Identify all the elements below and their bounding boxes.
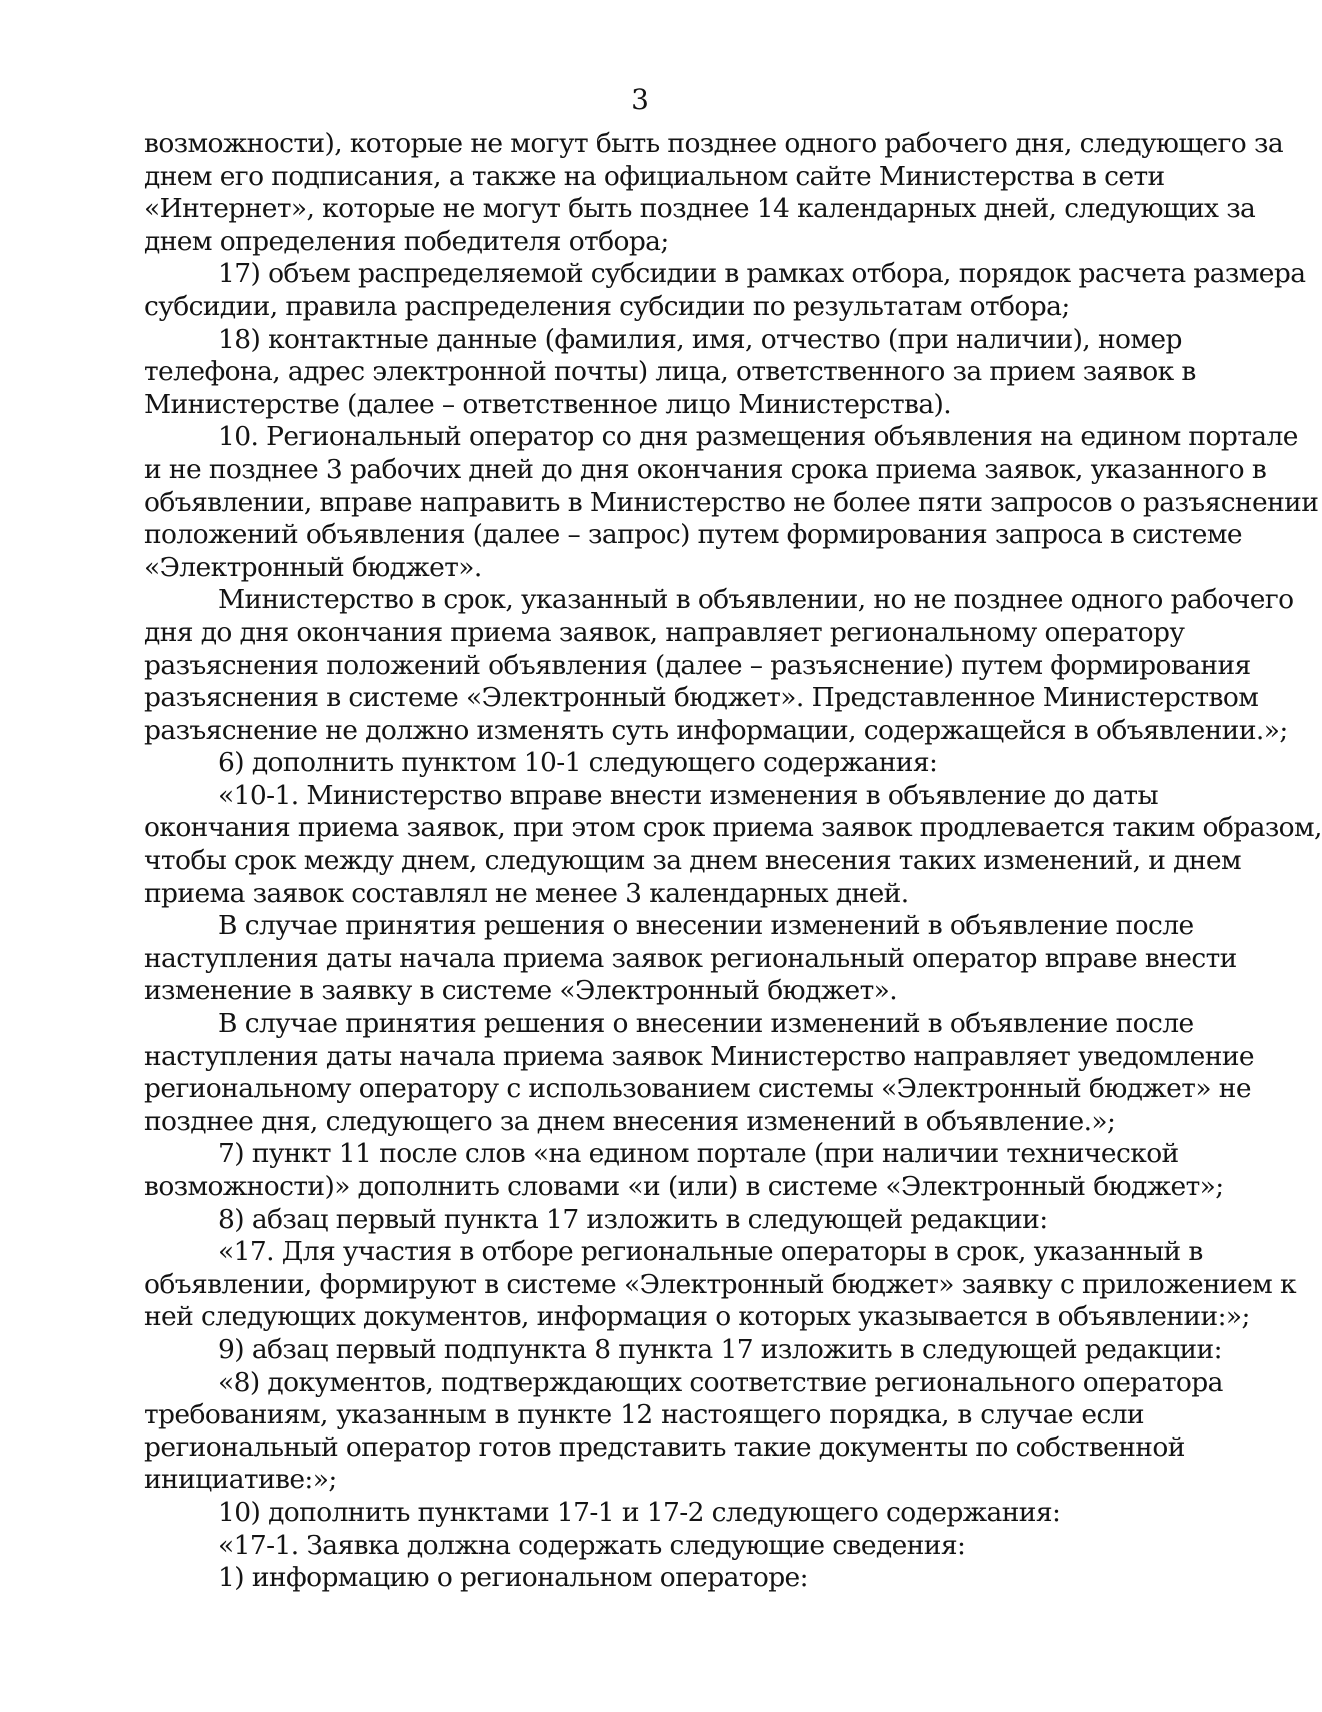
text-line: наступления даты начала приема заявок региональный оператор вправе внести (144, 942, 1237, 974)
text-line: ней следующих документов, информация о которых указывается в объявлении:»; (144, 1301, 1250, 1333)
text-line: «Электронный бюджет». (144, 551, 482, 583)
text-line: возможности), которые не могут быть позднее одного рабочего дня, следующего за (144, 128, 1284, 159)
text-line: и не позднее 3 рабочих дней до дня окончания срока приема заявок, указанного в (144, 453, 1267, 485)
text-line: позднее дня, следующего за днем внесения изменений в объявление.»; (144, 1105, 1116, 1137)
text-line: субсидии, правила распределения субсидии по результатам отбора; (144, 290, 1070, 322)
text-line: Министерство в срок, указанный в объявлении, но не позднее одного рабочего (218, 584, 1294, 616)
text-line: региональному оператору с использованием системы «Электронный бюджет» не (144, 1073, 1251, 1105)
text-line: «17-1. Заявка должна содержать следующие сведения: (218, 1529, 966, 1561)
text-line: В случае принятия решения о внесении изменений в объявление после (218, 1008, 1194, 1040)
text-line: наступления даты начала приема заявок Министерство направляет уведомление (144, 1040, 1254, 1072)
text-line: 10. Региональный оператор со дня размещения объявления на едином портале (218, 421, 1298, 453)
text-line: разъяснения в системе «Электронный бюджет». Представленное Министерством (144, 682, 1259, 714)
page-number: 3 (631, 83, 649, 116)
text-line: днем определения победителя отбора; (144, 225, 669, 257)
text-line: днем его подписания, а также на официальном сайте Министерства в сети (144, 160, 1165, 192)
text-line: 8) абзац первый пункта 17 изложить в следующей редакции: (218, 1203, 1048, 1235)
document-body (144, 128, 1322, 1595)
text-line: чтобы срок между днем, следующим за днем внесения таких изменений, и днем (144, 845, 1241, 877)
text-line: 7) пункт 11 после слов «на едином портале (при наличии технической (218, 1138, 1179, 1170)
text-line: дня до дня окончания приема заявок, направляет региональному оператору (144, 616, 1185, 648)
text-line: приема заявок составлял не менее 3 календарных дней. (144, 877, 909, 909)
text-line: разъяснения положений объявления (далее – разъяснение) путем формирования (144, 649, 1251, 681)
text-line: 10) дополнить пунктами 17-1 и 17-2 следующего содержания: (218, 1496, 1061, 1528)
text-line: В случае принятия решения о внесении изменений в объявление после (218, 910, 1194, 942)
text-line: 9) абзац первый подпункта 8 пункта 17 изложить в следующей редакции: (218, 1333, 1222, 1365)
text-line: разъяснение не должно изменять суть информации, содержащейся в объявлении.»; (144, 714, 1288, 746)
text-line: изменение в заявку в системе «Электронный бюджет». (144, 975, 898, 1007)
text-line: инициативе:»; (144, 1464, 337, 1496)
text-line: 18) контактные данные (фамилия, имя, отчество (при наличии), номер (218, 323, 1182, 355)
text-line: окончания приема заявок, при этом срок приема заявок продлевается таким образом, (144, 812, 1322, 844)
text-line: положений объявления (далее – запрос) путем формирования запроса в системе (144, 519, 1242, 551)
text-line: 17) объем распределяемой субсидии в рамках отбора, порядок расчета размера (218, 258, 1306, 290)
text-line: объявлении, вправе направить в Министерство не более пяти запросов о разъяснении (144, 486, 1319, 518)
text-line: «8) документов, подтверждающих соответствие регионального оператора (218, 1366, 1223, 1398)
text-line: региональный оператор готов представить такие документы по собственной (144, 1431, 1185, 1463)
text-line: 6) дополнить пунктом 10-1 следующего содержания: (218, 747, 938, 779)
text-line: телефона, адрес электронной почты) лица, ответственного за прием заявок в (144, 356, 1196, 388)
text-line: «Интернет», которые не могут быть позднее 14 календарных дней, следующих за (144, 193, 1256, 225)
text-line: «10-1. Министерство вправе внести изменения в объявление до даты (218, 779, 1158, 811)
text-line: «17. Для участия в отборе региональные операторы в срок, указанный в (218, 1236, 1203, 1268)
text-line: Министерстве (далее – ответственное лицо Министерства). (144, 388, 952, 420)
text-line: возможности)» дополнить словами «и (или) в системе «Электронный бюджет»; (144, 1171, 1224, 1202)
text-line: 1) информацию о региональном операторе: (218, 1562, 808, 1594)
text-line: требованиям, указанным в пункте 12 настоящего порядка, в случае если (144, 1399, 1144, 1431)
text-line: объявлении, формируют в системе «Электронный бюджет» заявку с приложением к (144, 1268, 1296, 1300)
